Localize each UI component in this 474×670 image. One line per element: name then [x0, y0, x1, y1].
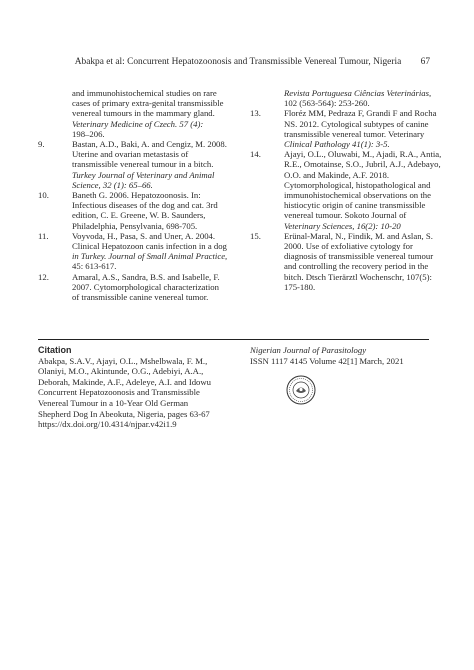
- citation-label: Citation: [38, 345, 72, 355]
- ref-line: Floréz MM, Pedraza F, Grandi F and Rocha: [284, 108, 437, 119]
- ref-line: Infectious diseases of the dog and cat. 3rd: [72, 200, 218, 211]
- running-title: Abakpa et al: Concurrent Hepatozoonosis and Transmissible Venereal Tumour, Nigeria: [74, 57, 402, 67]
- ref-line: of transmissible canine venereal tumor.: [72, 292, 209, 303]
- ref-line: venereal tumours in the mammary gland.: [72, 108, 215, 119]
- right-column: [250, 88, 445, 292]
- ref-line: Clinical Hepatozoon canis infection in a dog: [72, 241, 227, 252]
- ref-line: Cytomorphological, histopathological and: [284, 179, 431, 190]
- ref-line: transmissible venereal tumour in a bitch.: [72, 159, 214, 170]
- ref-line: Amaral, A.S., Sandra, B.S. and Isabelle, F.: [72, 271, 220, 282]
- left-column: [38, 88, 236, 302]
- reference-item: [38, 231, 236, 272]
- reference-continuation: [250, 88, 445, 108]
- page-number: 67: [420, 57, 430, 67]
- ref-line: histiocytic origin of canine transmissible: [284, 200, 426, 211]
- ref-line: 45: 613-617.: [72, 261, 117, 272]
- reference-text: [72, 231, 236, 272]
- reference-number: 10.: [38, 190, 49, 201]
- reference-item: [38, 190, 236, 231]
- reference-text: [72, 272, 236, 303]
- reference-text: [284, 108, 445, 149]
- citation-line: Shepherd Dog In Abeokuta, Nigeria, pages 63-67: [38, 408, 210, 419]
- reference-continuation: [38, 88, 236, 139]
- citation-line: Olaniyi, M.O., Akintunde, O.G., Adebiyi, A.A.,: [38, 366, 204, 377]
- ref-line: Veterinary Sciences, 16(2): 10-20: [284, 220, 401, 231]
- journal-info: [250, 345, 440, 366]
- ref-line: R.E., Omotainse, S.O., Jubril, A.J., Adebayo,: [284, 159, 441, 170]
- ref-line: NS. 2012. Cytological subtypes of canine: [284, 118, 429, 129]
- section-divider: [38, 339, 429, 340]
- ref-line: 2007. Cytomorphological characterization: [72, 281, 219, 292]
- ref-line: Revista Portuguesa Ciências Veterinárias,: [284, 88, 432, 98]
- reference-number: 12.: [38, 271, 49, 282]
- journal-issn: ISSN 1117 4145 Volume 42[1] March, 2021: [250, 355, 404, 366]
- reference-number: 14.: [250, 149, 261, 160]
- ref-line: Philadelphia, Pensylvania, 698-705.: [72, 220, 198, 231]
- reference-text: [284, 149, 445, 231]
- citation-line: Abakpa, S.A.V., Ajayi, O.L., Mshelbwala, F. M.,: [38, 355, 208, 366]
- ref-line: diagnosis of transmissible venereal tumour: [284, 251, 434, 262]
- ref-line: 2000. Use of exfoliative cytology for: [284, 241, 413, 252]
- ref-line: Science, 32 (1): 65–66.: [72, 179, 153, 190]
- ref-line: transmissible venereal tumor. Veterinary: [284, 128, 425, 139]
- ref-line: in Turkey. Journal of Small Animal Practice,: [72, 251, 228, 262]
- ref-line: immunohistochemical observations on the: [284, 190, 431, 201]
- citation-line: Venereal Tumour in a 10-Year Old German: [38, 397, 189, 408]
- reference-number: 11.: [38, 230, 49, 241]
- ref-line: Voyvoda, H., Pasa, S. and Uner, A. 2004.: [72, 230, 216, 241]
- reference-item: [250, 108, 445, 149]
- ref-line: O.O. and Makinde, A.F. 2018.: [284, 169, 389, 180]
- ref-line: Baneth G. 2006. Hepatozoonosis. In:: [72, 190, 201, 201]
- ref-line: 175-180.: [284, 281, 316, 292]
- reference-text: [72, 139, 236, 190]
- ref-line: Turkey Journal of Veterinary and Animal: [72, 169, 215, 180]
- ref-line: edition, C. E. Greene, W. B. Saunders,: [72, 210, 206, 221]
- ref-line: Erünal-Maral, N., Findik, M. and Aslan, S.: [284, 230, 433, 241]
- ref-line: Veterinary Medicine of Czech. 57 (4):: [72, 118, 204, 129]
- ref-line: Uterine and ovarian metastasis of: [72, 149, 189, 160]
- ref-line: Bastan, A.D., Baki, A. and Cengiz, M. 2008.: [72, 139, 227, 150]
- ref-line: bitch. Dtsch Tierärztl Wochenschr, 107(5):: [284, 271, 432, 282]
- ref-line: cases of primary extra-genital transmissible: [72, 98, 224, 109]
- running-header: [58, 57, 430, 67]
- reference-number: 9.: [38, 139, 45, 150]
- reference-text: [72, 190, 236, 231]
- citation-block: [38, 345, 248, 430]
- reference-item: [250, 231, 445, 292]
- reference-number: 13.: [250, 108, 261, 119]
- ref-line: and immunohistochemical studies on rare: [72, 88, 217, 98]
- ref-line: and controlling the recovery period in the: [284, 261, 429, 272]
- ref-line: Ajayi, O.L., Oluwabi, M., Ajadi, R.A., Antia,: [284, 149, 442, 160]
- ref-line: venereal tumour. Sokoto Journal of: [284, 210, 407, 221]
- journal-name: Nigerian Journal of Parasitology: [250, 345, 367, 355]
- citation-line: Deborah, Makinde, A.F., Adeleye, A.I. and Idowu: [38, 376, 212, 387]
- society-seal-icon: [286, 375, 316, 405]
- doi-link[interactable]: https://dx.doi.org/10.4314/njpar.v42i1.9: [38, 419, 177, 430]
- reference-item: [38, 139, 236, 190]
- ref-line: Clinical Pathology 41(1): 3-5.: [284, 139, 390, 150]
- reference-item: [250, 149, 445, 231]
- reference-number: 15.: [250, 230, 261, 241]
- reference-item: [38, 272, 236, 303]
- ref-line: 102 (563-564): 253-260.: [284, 98, 370, 109]
- ref-line: 198–206.: [72, 128, 105, 139]
- citation-line: Concurrent Hepatozoonosis and Transmissible: [38, 387, 200, 398]
- reference-text: [284, 231, 445, 292]
